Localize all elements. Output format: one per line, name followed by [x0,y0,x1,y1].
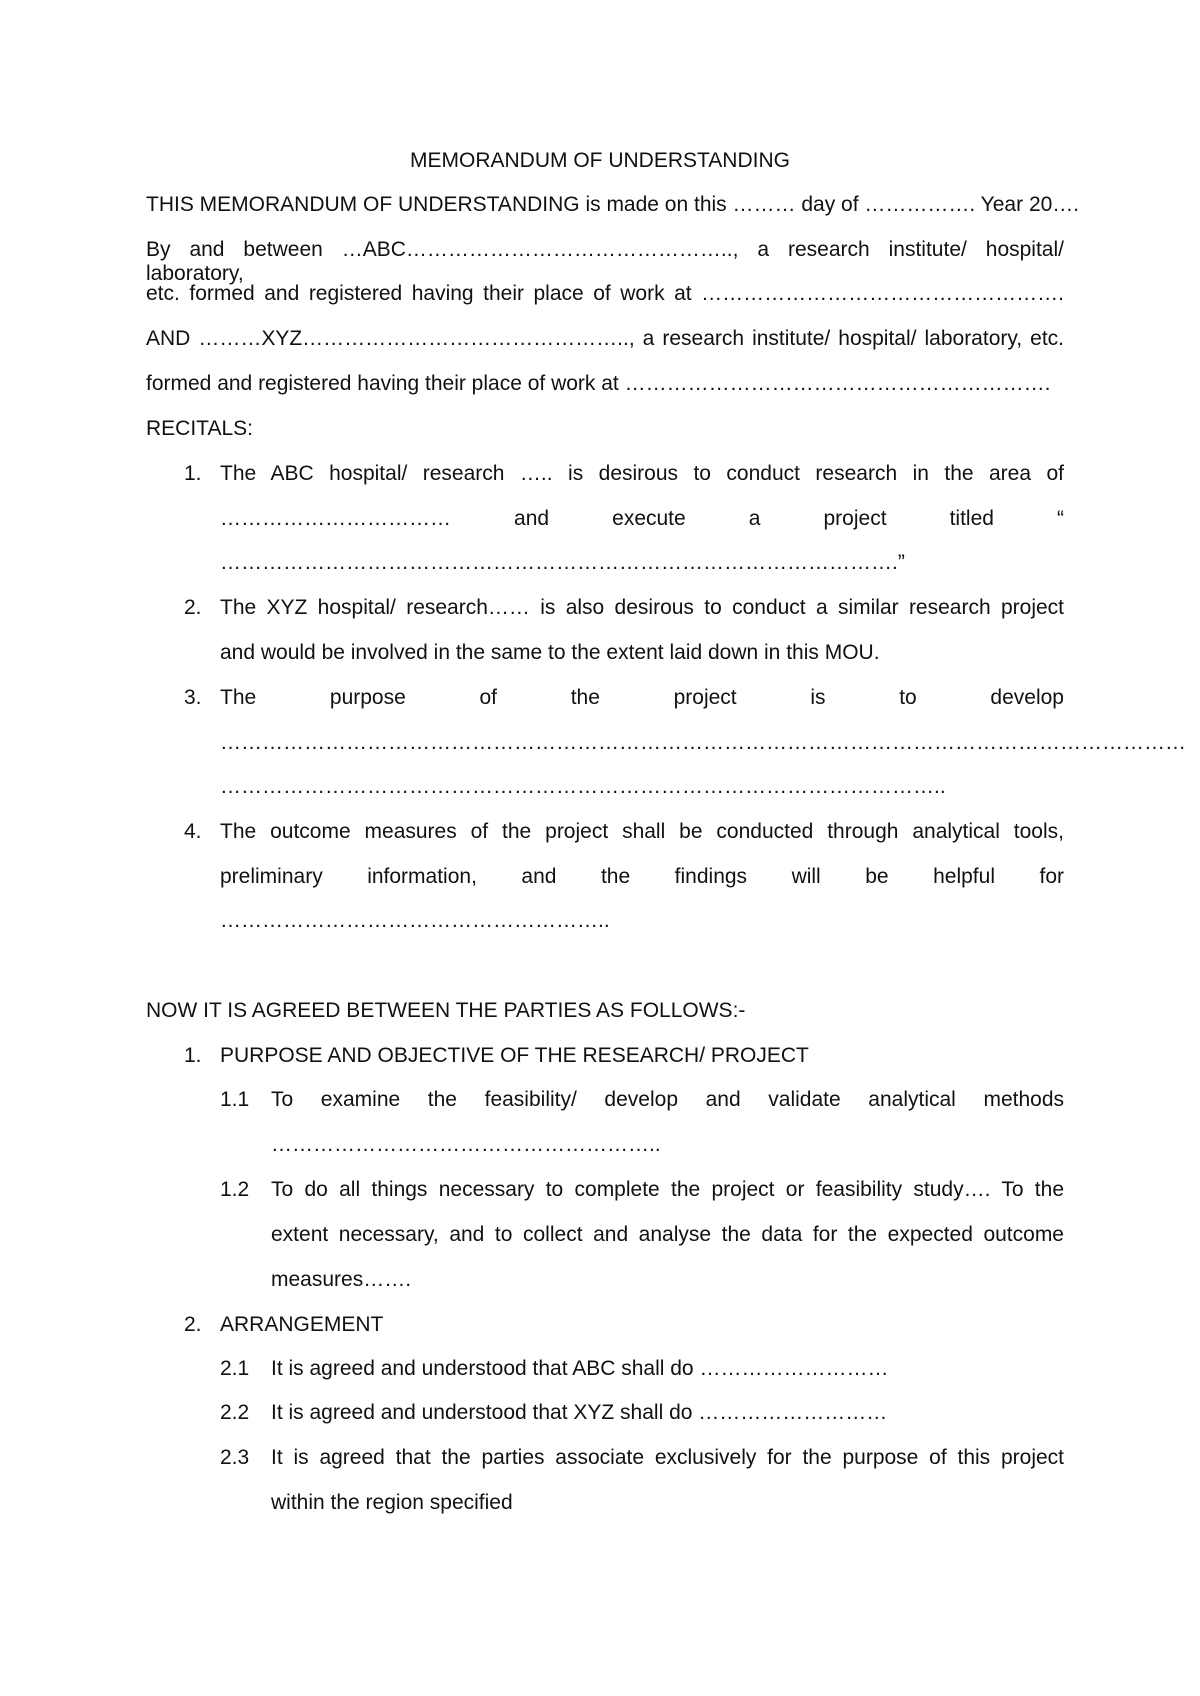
recital-line: The ABC hospital/ research ….. is desirous to conduct research in the area of [220,462,1064,485]
recital-line: The XYZ hospital/ research…… is also desirous to conduct a similar research project [220,596,1064,619]
section-title: PURPOSE AND OBJECTIVE OF THE RESEARCH/ PROJECT [220,1044,809,1067]
recital-line: …………………………………………………………………………………….” [220,551,905,574]
preamble-line: THIS MEMORANDUM OF UNDERSTANDING is made on this ……… day of ……………. Year 20…. [146,193,1080,216]
recital-line: …………………………… and execute a project titled “ [220,507,1064,530]
preamble-line: formed and registered having their place of work at ……………………………………………………. [146,372,1051,395]
document-title: MEMORANDUM OF UNDERSTANDING [410,149,790,172]
list-number: 2. [184,596,202,619]
clause-line: To examine the feasibility/ develop and validate analytical methods [271,1088,1064,1111]
recital-line: ………………………………………………………………………………………….. [220,775,946,798]
clause-line: It is agreed and understood that XYZ shall do ……………………… [271,1401,888,1424]
recital-line: The outcome measures of the project shall be conducted through analytical tools, [220,820,1064,843]
list-number: 3. [184,686,202,709]
recital-line: ……………………………………………….. [220,909,610,932]
clause-number: 2.2 [220,1401,250,1424]
clause-line: within the region specified [271,1491,513,1514]
section-number: 1. [184,1044,202,1067]
section-title: ARRANGEMENT [220,1313,384,1336]
clause-line: ……………………………………………….. [271,1133,661,1156]
preamble-line: AND ………XYZ……………………………………….., a research institute/ hospital/ laboratory, etc. [146,327,1064,350]
recital-line: preliminary information, and the findings will be helpful for [220,865,1064,888]
recitals-heading: RECITALS: [146,417,253,440]
clause-line: extent necessary, and to collect and analyse the data for the expected outcome [271,1223,1064,1246]
section-number: 2. [184,1313,202,1336]
clause-line: It is agreed that the parties associate exclusively for the purpose of this project [271,1446,1064,1469]
clause-number: 1.2 [220,1178,250,1201]
recital-line: and would be involved in the same to the extent laid down in this MOU. [220,641,880,664]
agreement-heading: NOW IT IS AGREED BETWEEN THE PARTIES AS FOLLOWS:- [146,999,746,1022]
clause-line: measures……. [271,1268,412,1291]
clause-line: To do all things necessary to complete the project or feasibility study…. To the [271,1178,1064,1201]
clause-number: 2.3 [220,1446,250,1469]
list-number: 1. [184,462,202,485]
recital-line: ………………………………………………………………………………………………………………………… [220,731,1186,754]
recital-line: The purpose of the project is to develop [220,686,1064,709]
preamble-line: etc. formed and registered having their place of work at ……………………………………………. [146,282,1064,305]
clause-number: 2.1 [220,1357,250,1380]
clause-line: It is agreed and understood that ABC shall do ……………………… [271,1357,889,1380]
clause-number: 1.1 [220,1088,250,1111]
preamble-line: By and between …ABC……………………………………….., a research institute/ hospital/ laboratory, [146,238,1064,285]
list-number: 4. [184,820,202,843]
